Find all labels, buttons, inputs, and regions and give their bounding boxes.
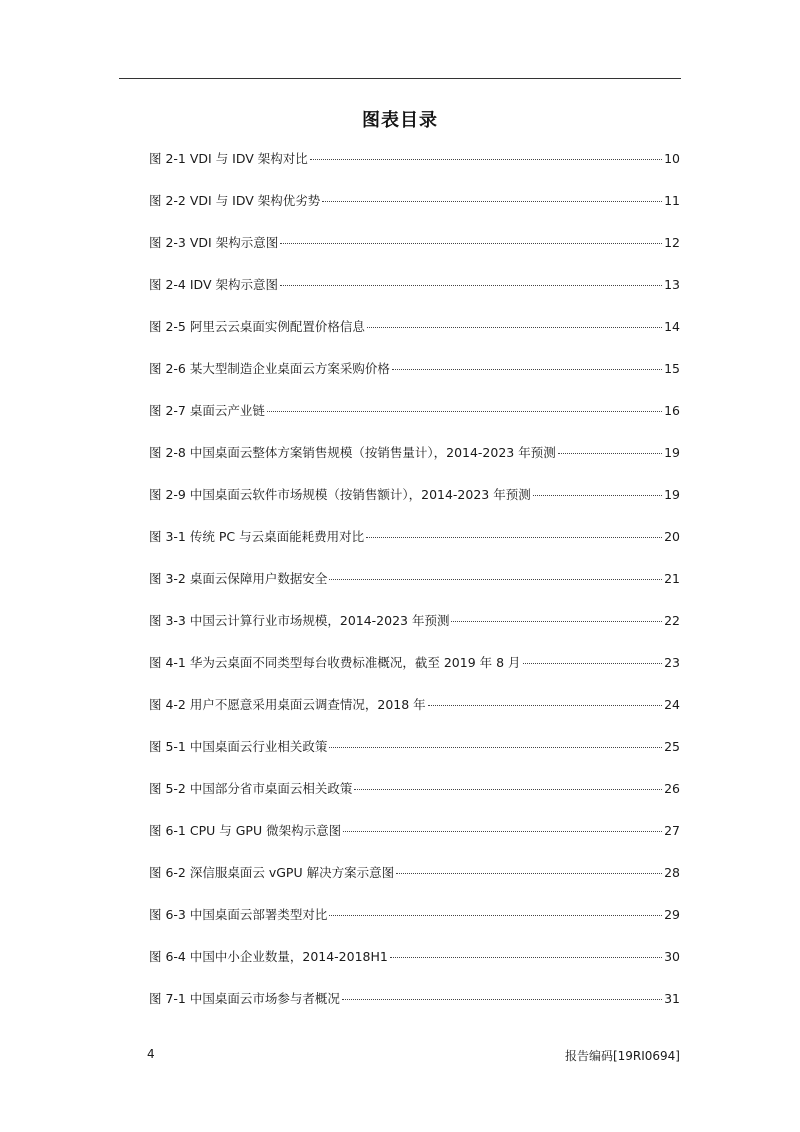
toc-entry-page: 24: [664, 697, 680, 712]
toc-leader: [366, 536, 662, 538]
toc-entry-label: 图 2-7 桌面云产业链: [149, 403, 265, 418]
toc-entry-page: 23: [664, 655, 680, 670]
toc-entry-label: 图 6-3 中国桌面云部署类型对比: [149, 907, 328, 922]
toc-leader: [390, 956, 662, 958]
toc-leader: [392, 368, 662, 370]
toc-entry-label: 图 7-1 中国桌面云市场参与者概况: [149, 991, 340, 1006]
toc-entry-page: 21: [664, 571, 680, 586]
toc-leader: [329, 746, 662, 748]
toc-leader: [533, 494, 662, 496]
toc-entry-page: 15: [664, 361, 680, 376]
toc-entry-page: 30: [664, 949, 680, 964]
toc-entry-label: 图 2-4 IDV 架构示意图: [149, 277, 278, 292]
toc-entry-page: 29: [664, 907, 680, 922]
toc-entry-label: 图 5-2 中国部分省市桌面云相关政策: [149, 781, 353, 796]
toc-entry[interactable]: [149, 318, 680, 360]
toc-entry-page: 27: [664, 823, 680, 838]
toc-entry-label: 图 6-4 中国中小企业数量，2014-2018H1: [149, 949, 388, 964]
toc-entry-label: 图 2-5 阿里云云桌面实例配置价格信息: [149, 319, 365, 334]
toc-entry-page: 19: [664, 487, 680, 502]
toc-leader: [367, 326, 662, 328]
toc-leader: [322, 200, 662, 202]
toc-entry-page: 14: [664, 319, 680, 334]
toc-entry[interactable]: [149, 234, 680, 276]
toc-entry[interactable]: [149, 948, 680, 990]
toc-entry-label: 图 6-1 CPU 与 GPU 微架构示意图: [149, 823, 342, 838]
toc-leader: [329, 578, 662, 580]
toc-entry[interactable]: [149, 822, 680, 864]
toc-entry[interactable]: [149, 150, 680, 192]
toc-entry-label: 图 4-1 华为云桌面不同类型每台收费标准概况，截至 2019 年 8 月: [149, 655, 521, 670]
toc-leader: [428, 704, 662, 706]
toc-entry-page: 31: [664, 991, 680, 1006]
toc-entry[interactable]: [149, 612, 680, 654]
toc-entry-label: 图 3-2 桌面云保障用户数据安全: [149, 571, 328, 586]
toc-entry[interactable]: [149, 738, 680, 780]
toc-entry-page: 11: [664, 193, 680, 208]
toc-leader: [354, 788, 662, 790]
toc-leader: [523, 662, 663, 664]
toc-leader: [558, 452, 662, 454]
toc-entry-page: 28: [664, 865, 680, 880]
page-title: 图表目录: [362, 110, 438, 131]
toc-entry-page: 19: [664, 445, 680, 460]
toc-entry[interactable]: [149, 654, 680, 696]
toc-leader: [329, 914, 662, 916]
footer-report-code: 报告编码[19RI0694]: [564, 1049, 680, 1063]
toc-leader: [267, 410, 662, 412]
toc-entry-page: 22: [664, 613, 680, 628]
toc-entry-page: 25: [664, 739, 680, 754]
toc-entry-label: 图 2-8 中国桌面云整体方案销售规模（按销售量计），2014-2023 年预测: [149, 445, 556, 460]
footer-page-number: 4: [147, 1047, 155, 1061]
toc-entry-label: 图 2-9 中国桌面云软件市场规模（按销售额计），2014-2023 年预测: [149, 487, 531, 502]
toc-entry-page: 10: [664, 151, 680, 166]
toc-entry[interactable]: [149, 570, 680, 612]
toc-leader: [451, 620, 662, 622]
toc-entry[interactable]: [149, 402, 680, 444]
toc-entry[interactable]: [149, 906, 680, 948]
toc-entry-page: 16: [664, 403, 680, 418]
toc-leader: [343, 830, 662, 832]
toc-entry[interactable]: [149, 192, 680, 234]
toc-entry-label: 图 3-3 中国云计算行业市场规模，2014-2023 年预测: [149, 613, 450, 628]
toc-entry[interactable]: [149, 444, 680, 486]
toc-entry[interactable]: [149, 864, 680, 906]
toc-entry-label: 图 6-2 深信服桌面云 vGPU 解决方案示意图: [149, 865, 395, 880]
toc-entry-label: 图 2-2 VDI 与 IDV 架构优劣势: [149, 193, 321, 208]
toc-leader: [396, 872, 662, 874]
toc-entry-label: 图 3-1 传统 PC 与云桌面能耗费用对比: [149, 529, 365, 544]
toc-entry[interactable]: [149, 486, 680, 528]
toc-entry-page: 12: [664, 235, 680, 250]
toc-entry-label: 图 2-6 某大型制造企业桌面云方案采购价格: [149, 361, 390, 376]
toc-leader: [280, 242, 662, 244]
toc-leader: [280, 284, 662, 286]
toc-leader: [342, 998, 662, 1000]
toc-leader: [310, 158, 662, 160]
toc-entry-page: 26: [664, 781, 680, 796]
toc-entry[interactable]: [149, 528, 680, 570]
toc-entry-page: 20: [664, 529, 680, 544]
toc-entry-label: 图 2-3 VDI 架构示意图: [149, 235, 279, 250]
toc-entry[interactable]: [149, 780, 680, 822]
table-of-figures: [149, 150, 680, 1032]
toc-entry-page: 13: [664, 277, 680, 292]
toc-entry[interactable]: [149, 360, 680, 402]
toc-entry-label: 图 2-1 VDI 与 IDV 架构对比: [149, 151, 308, 166]
toc-entry-label: 图 4-2 用户不愿意采用桌面云调查情况，2018 年: [149, 697, 426, 712]
toc-entry-label: 图 5-1 中国桌面云行业相关政策: [149, 739, 328, 754]
toc-entry[interactable]: [149, 990, 680, 1032]
toc-entry[interactable]: [149, 696, 680, 738]
header-rule: [119, 78, 681, 79]
toc-entry[interactable]: [149, 276, 680, 318]
